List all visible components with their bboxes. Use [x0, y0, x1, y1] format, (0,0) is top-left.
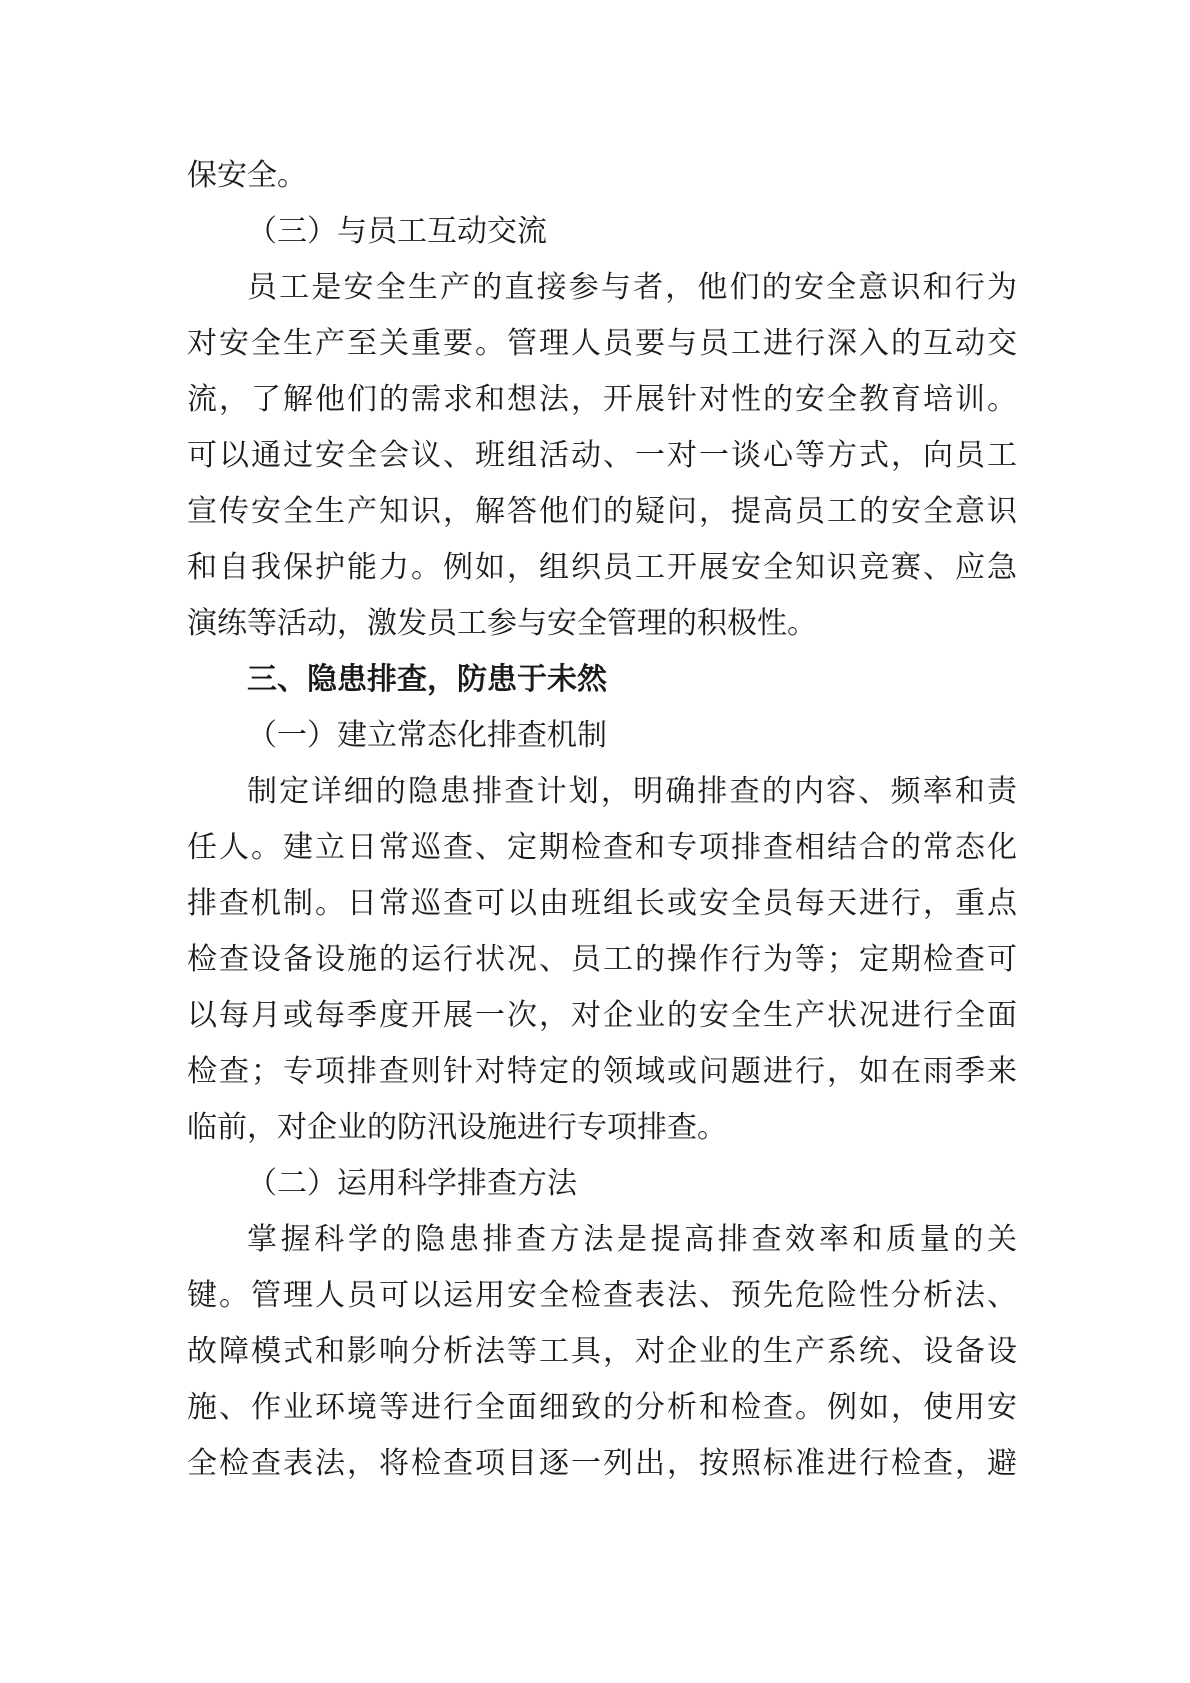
paragraph-line: 键。管理人员可以运用安全检查表法、预先危险性分析法、: [187, 1278, 1017, 1313]
paragraph-line: 员工是安全生产的直接参与者，他们的安全意识和行为: [247, 270, 1017, 305]
paragraph-line: 保安全。: [187, 158, 307, 193]
paragraph-line: 宣传安全生产知识，解答他们的疑问，提高员工的安全意识: [187, 494, 1017, 529]
paragraph-line: 制定详细的隐患排查计划，明确排查的内容、频率和责: [247, 774, 1017, 809]
paragraph-line: 故障模式和影响分析法等工具，对企业的生产系统、设备设: [187, 1334, 1017, 1369]
paragraph-line: 以每月或每季度开展一次，对企业的安全生产状况进行全面: [187, 998, 1017, 1033]
paragraph-line: 和自我保护能力。例如，组织员工开展安全知识竞赛、应急: [187, 550, 1017, 585]
paragraph-line: 施、作业环境等进行全面细致的分析和检查。例如，使用安: [187, 1390, 1017, 1425]
paragraph-line: 排查机制。日常巡查可以由班组长或安全员每天进行，重点: [187, 886, 1017, 921]
paragraph-line: 可以通过安全会议、班组活动、一对一谈心等方式，向员工: [187, 438, 1017, 473]
section-heading: 三、隐患排查，防患于未然: [247, 662, 607, 697]
paragraph-line: 掌握科学的隐患排查方法是提高排查效率和质量的关: [247, 1222, 1017, 1257]
paragraph-line: 对安全生产至关重要。管理人员要与员工进行深入的互动交: [187, 326, 1017, 361]
subsection-heading: （二）运用科学排查方法: [247, 1166, 577, 1201]
subsection-heading: （三）与员工互动交流: [247, 214, 547, 249]
paragraph-line: 流，了解他们的需求和想法，开展针对性的安全教育培训。: [187, 382, 1017, 417]
paragraph-line: 任人。建立日常巡查、定期检查和专项排查相结合的常态化: [187, 830, 1017, 865]
paragraph-line: 全检查表法，将检查项目逐一列出，按照标准进行检查，避: [187, 1446, 1017, 1481]
paragraph-line: 演练等活动，激发员工参与安全管理的积极性。: [187, 606, 817, 641]
paragraph-line: 检查设备设施的运行状况、员工的操作行为等；定期检查可: [187, 942, 1017, 977]
subsection-heading: （一）建立常态化排查机制: [247, 718, 607, 753]
paragraph-line: 临前，对企业的防汛设施进行专项排查。: [187, 1110, 727, 1145]
paragraph-line: 检查；专项排查则针对特定的领域或问题进行，如在雨季来: [187, 1054, 1017, 1089]
